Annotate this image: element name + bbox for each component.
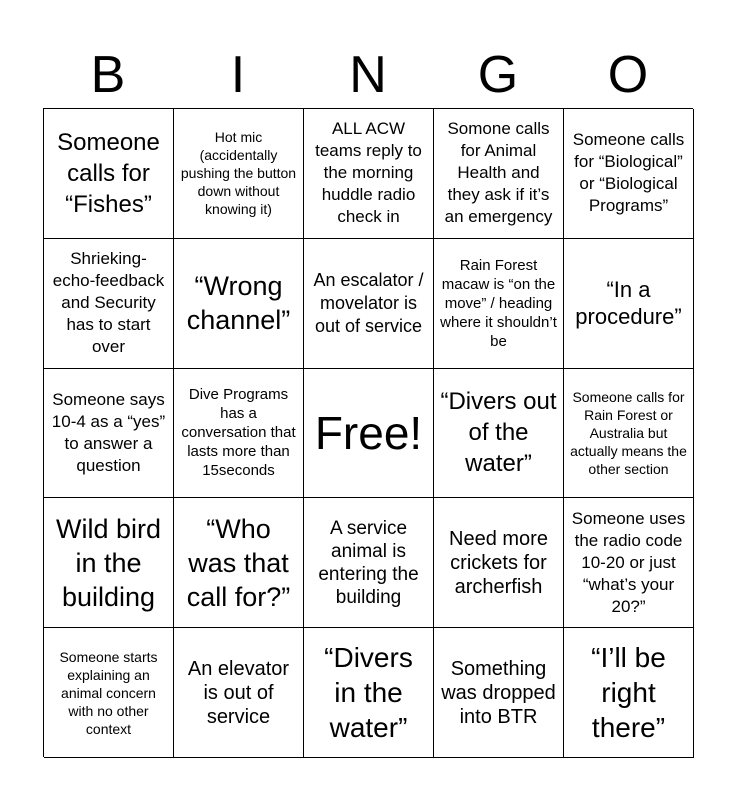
bingo-cell-o2[interactable] [564,239,694,369]
bingo-cell-o1[interactable] [564,109,694,239]
bingo-cell-g3[interactable] [434,369,564,499]
bingo-cell-text: “Who was that call for?” [186,513,291,612]
bingo-cell-b3[interactable] [44,369,174,499]
bingo-cell-text: “In a procedure” [575,277,682,330]
bingo-cell-n5[interactable] [304,628,434,758]
bingo-cell-text: Need more crickets for archerfish [449,527,548,598]
bingo-cell-text: Someone uses the radio code 10-20 or just “what’s your 20?” [571,508,686,616]
header-letter-b: B [90,46,126,104]
bingo-cell-g2[interactable] [434,239,564,369]
header-letter-n: N [349,46,387,104]
bingo-cell-text: Someone says 10-4 as a “yes” to answer a question [51,389,166,475]
bingo-cell-i3[interactable] [174,369,304,499]
bingo-cell-o3[interactable] [564,369,694,499]
bingo-cell-text: Rain Forest macaw is “on the move” / heading where it shouldn’t be [440,256,557,350]
bingo-cell-n1[interactable] [304,109,434,239]
bingo-cell-i5[interactable] [174,628,304,758]
bingo-cell-i1[interactable] [174,109,304,239]
bingo-cell-text: Somone calls for Animal Health and they ask if it’s an emergency [444,119,553,227]
bingo-cell-i4[interactable] [174,498,304,628]
bingo-cell-o4[interactable] [564,498,694,628]
bingo-cell-g5[interactable] [434,628,564,758]
bingo-cell-text: Shrieking-echo-feedback and Security has to start over [52,249,165,357]
bingo-cell-n4[interactable] [304,498,434,628]
bingo-cell-text: Dive Programs has a conversation that lasts more than 15seconds [181,386,296,480]
bingo-cell-n2[interactable] [304,239,434,369]
bingo-cell-text: Someone starts explaining an animal concern with no other context [59,648,158,737]
bingo-cell-o5[interactable] [564,628,694,758]
bingo-cell-b4[interactable] [44,498,174,628]
bingo-cell-b1[interactable] [44,109,174,239]
header-letter-i: I [230,46,246,104]
bingo-cell-text: A service animal is entering the building [318,517,419,608]
bingo-cell-text: ALL ACW teams reply to the morning huddle radio check in [315,119,422,227]
header-letter-g: G [477,46,519,104]
bingo-cell-text: An escalator / movelator is out of service [313,269,424,336]
free-space-text: Free! [314,406,423,459]
bingo-cell-b2[interactable] [44,239,174,369]
bingo-cell-text: “Divers in the water” [324,642,413,744]
bingo-cell-text: “I’ll be right there” [591,642,666,744]
bingo-cell-i2[interactable] [174,239,304,369]
bingo-board [43,108,693,757]
bingo-cell-text: “Wrong channel” [186,271,291,336]
bingo-header [43,40,693,108]
header-letter-o: O [607,46,649,104]
bingo-cell-free[interactable] [304,369,434,499]
bingo-cell-text: “Divers out of the water” [440,388,557,478]
bingo-cell-text: Someone calls for “Biological” or “Biological Programs” [572,130,685,216]
bingo-cell-text: An elevator is out of service [187,657,290,728]
bingo-cell-text: Wild bird in the building [55,513,162,612]
bingo-cell-g1[interactable] [434,109,564,239]
bingo-cell-text: Hot mic (accidentally pushing the button down without knowing it) [180,129,297,218]
bingo-cell-g4[interactable] [434,498,564,628]
bingo-cell-text: Someone calls for “Fishes” [57,128,160,218]
bingo-cell-b5[interactable] [44,628,174,758]
bingo-cell-text: Someone calls for Rain Forest or Australia but actually means the other section [570,388,687,477]
bingo-cell-text: Something was dropped into BTR [441,657,556,728]
